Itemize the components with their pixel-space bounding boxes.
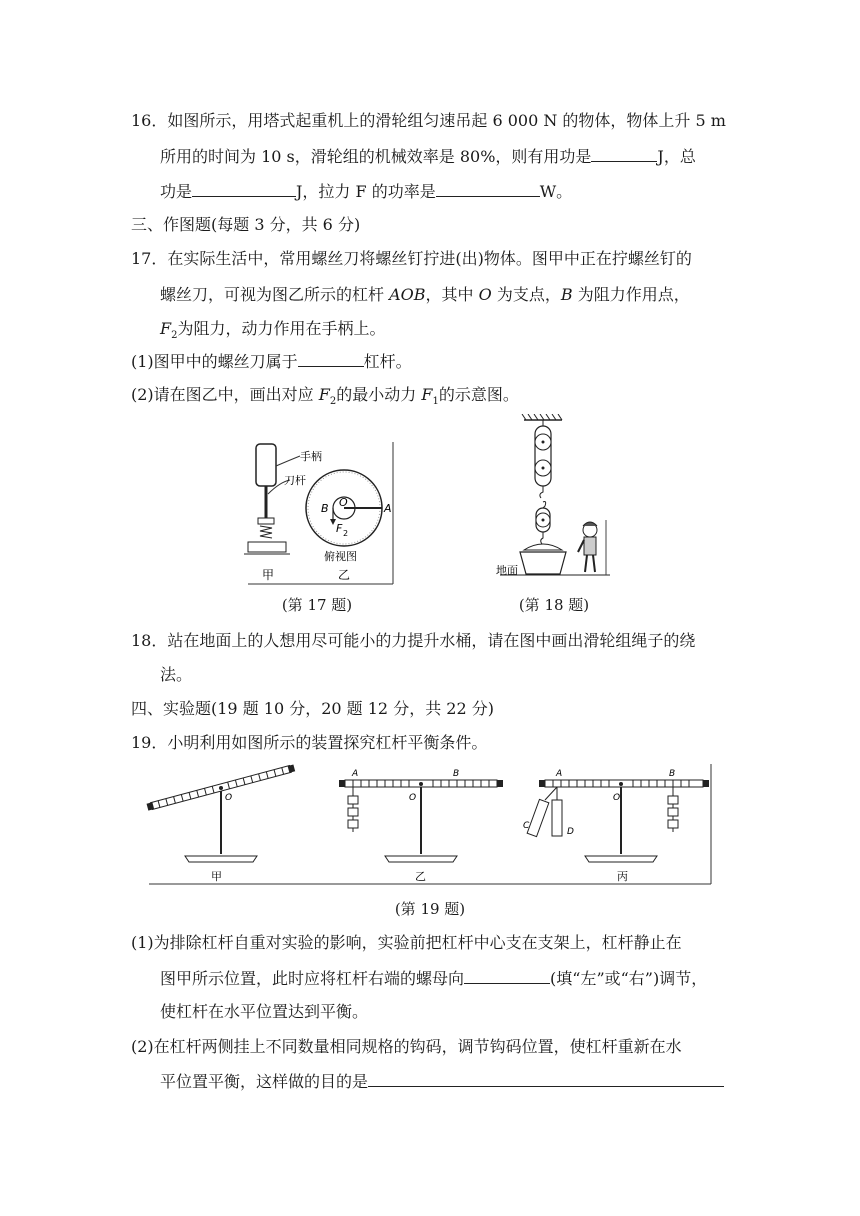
q17-text: 为支点， [491,285,561,304]
q17-sub: 2 [329,396,337,408]
person-leg [593,555,595,572]
q17-part2 [131,384,519,413]
q16-text: J，总 [657,147,696,166]
fig19-apparatus-yi [339,780,503,862]
q18-line2: 法。 [160,665,193,684]
q19-blank-purpose[interactable] [368,1070,724,1087]
q17-line3 [160,318,386,347]
q17-var: F [160,319,172,338]
label-D: D [567,827,574,837]
q19-blank-direction[interactable] [464,967,550,984]
label-ground: 地面 [496,564,518,577]
q17-text: (2)请在图乙中，画出对应 [131,385,319,404]
person-hair [583,522,597,526]
q17-text: 杠杆。 [363,352,412,371]
q18-line1: 18．站在地面上的人想用尽可能小的力提升水桶，请在图中画出滑轮组绳子的绕 [131,631,696,650]
q16-line1: 16．如图所示，用塔式起重机上的滑轮组匀速吊起 6 000 N 的物体，物体上升 5 m [131,111,726,130]
q17-text: (1)图甲中的螺丝刀属于 [131,352,298,371]
label-O: O [613,793,621,803]
label-bing: 丙 [617,870,628,883]
figure-17 [238,436,396,586]
label-shaft: 刀杆 [284,474,306,487]
label-B: B [669,769,676,779]
label-F2: F [336,522,343,535]
fig18-caption: (第 18 题) [518,596,590,614]
section-heading-4: 四、实验题(19 题 10 分，20 题 12 分，共 22 分) [131,699,494,718]
load-mound [524,544,562,550]
q17-text: 的示意图。 [438,385,519,404]
label-jia: 甲 [262,568,275,582]
q19-intro: 19．小明利用如图所示的装置探究杠杆平衡条件。 [131,733,488,752]
q19-part1-line3: 使杠杆在水平位置达到平衡。 [160,1002,369,1021]
axle [542,467,545,470]
q19-part1-line2 [160,967,707,990]
q19-text: 图甲所示位置，此时应将杠杆右端的螺母向 [160,969,465,988]
label-A: A [352,769,359,779]
q17-var: O [478,285,492,304]
wood-block [248,542,286,552]
ceiling-hatch [522,414,562,420]
label-top-view: 俯视图 [324,550,357,563]
q17-sub: 1 [432,396,439,408]
label-B: B [453,769,460,779]
label-O: O [225,793,233,803]
hook [541,532,543,544]
person-arm [578,540,584,552]
q16-text: J，拉力 F 的功率是 [296,182,436,201]
label-yi: 乙 [415,870,426,883]
q19-part2-line2 [160,1070,724,1093]
hook [543,502,546,509]
q17-text: 的最小动力 [336,385,422,404]
person-leg [585,555,587,572]
q16-text: 功是 [160,182,193,201]
q17-text: 螺丝刀，可视为图乙所示的杠杆 [160,285,390,304]
label-B: B [321,502,329,515]
q17-var: F [421,385,433,404]
q17-text: ，其中 [425,285,479,304]
q17-line1: 17．在实际生活中，常用螺丝刀将螺丝钉拧进(出)物体。图甲中正在拧螺丝钉的 [131,249,692,268]
q16-line2 [160,145,696,168]
q17-text: 为阻力，动力作用在手柄上。 [177,319,386,338]
person-body [584,537,596,555]
q16-line3 [160,180,572,203]
q16-blank-power[interactable] [436,180,540,197]
q19-part2-line1: (2)在杠杆两侧挂上不同数量相同规格的钩码，调节钩码位置，使杠杆重新在水 [131,1037,682,1056]
q16-blank-useful-work[interactable] [591,145,657,162]
q17-part1 [131,350,412,373]
fig17-caption: (第 17 题) [281,596,353,614]
leader-line [276,456,300,466]
q16-text: W。 [539,182,573,201]
label-A: A [556,769,563,779]
fig19-caption: (第 19 题) [394,900,466,918]
label-yi: 乙 [338,568,351,582]
screw-head [258,518,274,524]
bucket [520,552,566,574]
q17-var: AOB [389,285,426,304]
axle [542,441,545,444]
q17-blank-lever-type[interactable] [298,350,364,367]
q17-sub: 2 [171,330,178,342]
q19-text: 平位置平衡，这样做的目的是 [160,1072,369,1091]
section-heading-3: 三、作图题(每题 3 分，共 6 分) [131,215,361,234]
label-O: O [409,793,417,803]
q19-text: (填“左”或“右”)调节， [550,969,708,988]
fig19-apparatus-jia [147,764,296,862]
q16-text: 所用的时间为 10 s，滑轮组的机械效率是 80%，则有用功是 [160,147,592,166]
q16-blank-total-work[interactable] [192,180,296,197]
label-C: C [523,821,530,831]
figure-19 [145,760,715,888]
screwdriver-handle [256,444,276,486]
screw-thread [260,526,272,538]
q17-text: 为阻力作用点， [572,285,690,304]
figure-18 [494,414,614,586]
axle [542,519,545,522]
q17-line2 [160,284,690,306]
q17-var: F [318,385,330,404]
label-A: A [384,502,392,515]
label-O: O [339,496,348,509]
q17-var: B [560,285,573,304]
label-handle: 手柄 [300,450,322,463]
label-jia: 甲 [211,870,222,883]
hook [540,486,543,498]
q19-part1-line1: (1)为排除杠杆自重对实验的影响，实验前把杠杆中心支在支架上，杠杆静止在 [131,933,682,952]
label-F2-sub: 2 [343,529,349,538]
